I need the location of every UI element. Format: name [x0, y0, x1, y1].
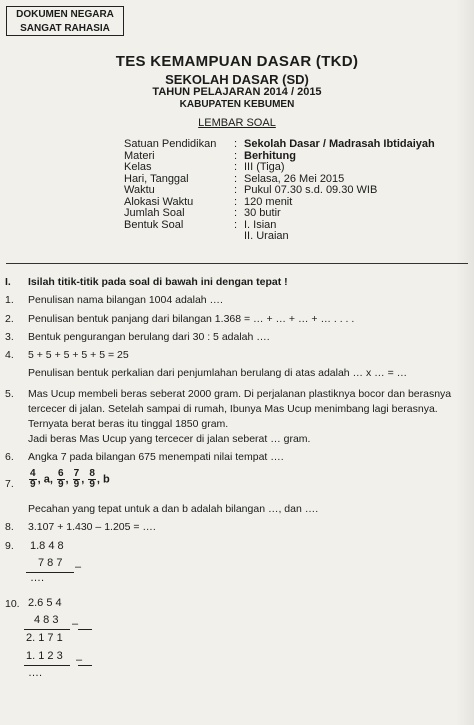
- q10-rule-2b: [78, 665, 92, 666]
- q9-minuend: 1.8 4 8: [30, 540, 64, 552]
- stamp-line-2: SANGAT RAHASIA: [20, 23, 110, 34]
- q9-answer-blank: ….: [30, 572, 45, 584]
- section-divider: [6, 263, 468, 264]
- question-3: 3. Bentuk pengurangan berulang dari 30 : 5 adalah ….: [5, 331, 270, 343]
- fraction: $\frac{7}{9}$: [73, 468, 80, 490]
- question-5-text: Mas Ucup membeli beras seberat 2000 gram. Di perjalanan plastiknya bocor dan berasnya tercecer di jalan. Setelah sampai di rumah, Ibunya Mas Ucup menimbang lagi berasnya. Ternyata berat beras itu tinggal 1850 gram. Jadi beras Mas Ucup yang tercecer di jalan seberat … gram.: [28, 388, 452, 445]
- info-extra: II. Uraian: [244, 230, 289, 242]
- sheet-title: LEMBAR SOAL: [198, 117, 276, 129]
- school-level: SEKOLAH DASAR (SD): [165, 72, 309, 87]
- classification-stamp: [6, 6, 124, 36]
- q10-answer-blank: ….: [28, 667, 43, 679]
- question-1: 1. Penulisan nama bilangan 1004 adalah ….: [5, 294, 223, 306]
- question-4: 4. 5 + 5 + 5 + 5 + 5 = 25: [5, 349, 129, 361]
- q10-rule-1b: [78, 629, 92, 630]
- question-2: 2. Penulisan bentuk panjang dari bilangan 1.368 = … + … + … + … . . . .: [5, 313, 355, 325]
- exam-page: DOKUMEN NEGARA SANGAT RAHASIA TES KEMAMPUAN DASAR (TKD) SEKOLAH DASAR (SD) TAHUN PELAJARAN 2014 / 2015 KABUPATEN KEBUMEN LEMBAR SOAL Satuan Pendidikan : Sekolah Dasar / Madrasah Ibtidaiyah Materi : Berhitung Kelas : III (Tiga) Hari, Tanggal : Selasa, 26 Mei 2015 Waktu : Pukul 07.30 s.d. 09.30 WIB Alokasi Waktu : 120 menit Jumlah Soal : 30 butir Bentuk Soal : I. Isian II. Uraian I. Isilah titik-titik pada soal di bawah ini dengan tepat ! 1. Penulisan nama bilangan 1004 adalah …. 2. Penulisan bentuk panjang dari bilangan 1.368 = … + … + … + … . . . . 3. Bentuk pengurangan berulang dari 30 : 5 adalah …. 4. 5 + 5 + 5 + 5 + 5 = 25 Penulisan bentuk perkalian dari penjumlahan berulang di atas adalah … x … = … 5. Mas Ucup membeli beras seberat 2000 gram. Di perjalanan plastiknya bocor dan berasnya tercecer di jalan. Setelah sampai di rumah, Ibunya Mas Ucup menimbang lagi berasnya. Ternyata berat beras itu tinggal 1850 gram. Jadi beras Mas Ucup yang tercecer di jalan seberat … gram. 6. Angka 7 pada bilangan 675 menempati nilai tempat …. 7. $\frac{4}{9}$ , a, $\frac{6}{9}$ , $\frac{7}{9}$ , $\frac{8}{9}$ , b Pecahan yang tepat untuk a dan b adalah bilangan …, dan …. 8. 3.107 + 1.430 – 1.205 = …. 9. 1.8 4 8 7 8 7 – …. 10. 2.6 5 4 4 8 3 – 2. 1 7 1 1. 1 2 3 – ….: [0, 0, 474, 725]
- question-9-number: 9.: [5, 540, 14, 552]
- q10-minus-sign-2: –: [76, 654, 83, 666]
- stamp-line-1: DOKUMEN NEGARA: [16, 9, 114, 20]
- fraction: $\frac{6}{9}$: [57, 468, 64, 490]
- q10-row-1: 2.6 5 4: [28, 597, 62, 609]
- question-6: 6. Angka 7 pada bilangan 675 menempati nilai tempat ….: [5, 451, 284, 463]
- fraction: $\frac{4}{9}$: [30, 468, 36, 490]
- q10-row-4: 1. 1 2 3: [26, 650, 63, 662]
- question-5-number: 5.: [5, 388, 14, 400]
- fraction: $\frac{8}{9}$: [89, 468, 95, 490]
- q10-minus-sign-1: –: [72, 618, 79, 630]
- q9-subtrahend: 7 8 7: [38, 557, 63, 569]
- exam-title: TES KEMAMPUAN DASAR (TKD): [115, 53, 359, 70]
- q10-rule-2: [24, 665, 70, 666]
- academic-year: TAHUN PELAJARAN 2014 / 2015: [152, 86, 322, 98]
- question-7-sequence: $\frac{4}{9}$ , a, $\frac{6}{9}$ , $\frac{7}{9}$ , $\frac{8}{9}$ , b: [30, 468, 110, 490]
- q10-rule-1: [24, 629, 70, 630]
- q10-row-3: 2. 1 7 1: [26, 632, 63, 644]
- question-7-number: 7.: [5, 478, 14, 490]
- q9-minus-sign: –: [75, 561, 82, 573]
- section-heading: I. Isilah titik-titik pada soal di bawah ini dengan tepat !: [5, 276, 288, 288]
- question-10-number: 10.: [5, 598, 20, 610]
- q10-row-2: 4 8 3: [34, 614, 59, 626]
- question-8: 8. 3.107 + 1.430 – 1.205 = ….: [5, 521, 156, 533]
- region: KABUPATEN KEBUMEN: [179, 99, 295, 110]
